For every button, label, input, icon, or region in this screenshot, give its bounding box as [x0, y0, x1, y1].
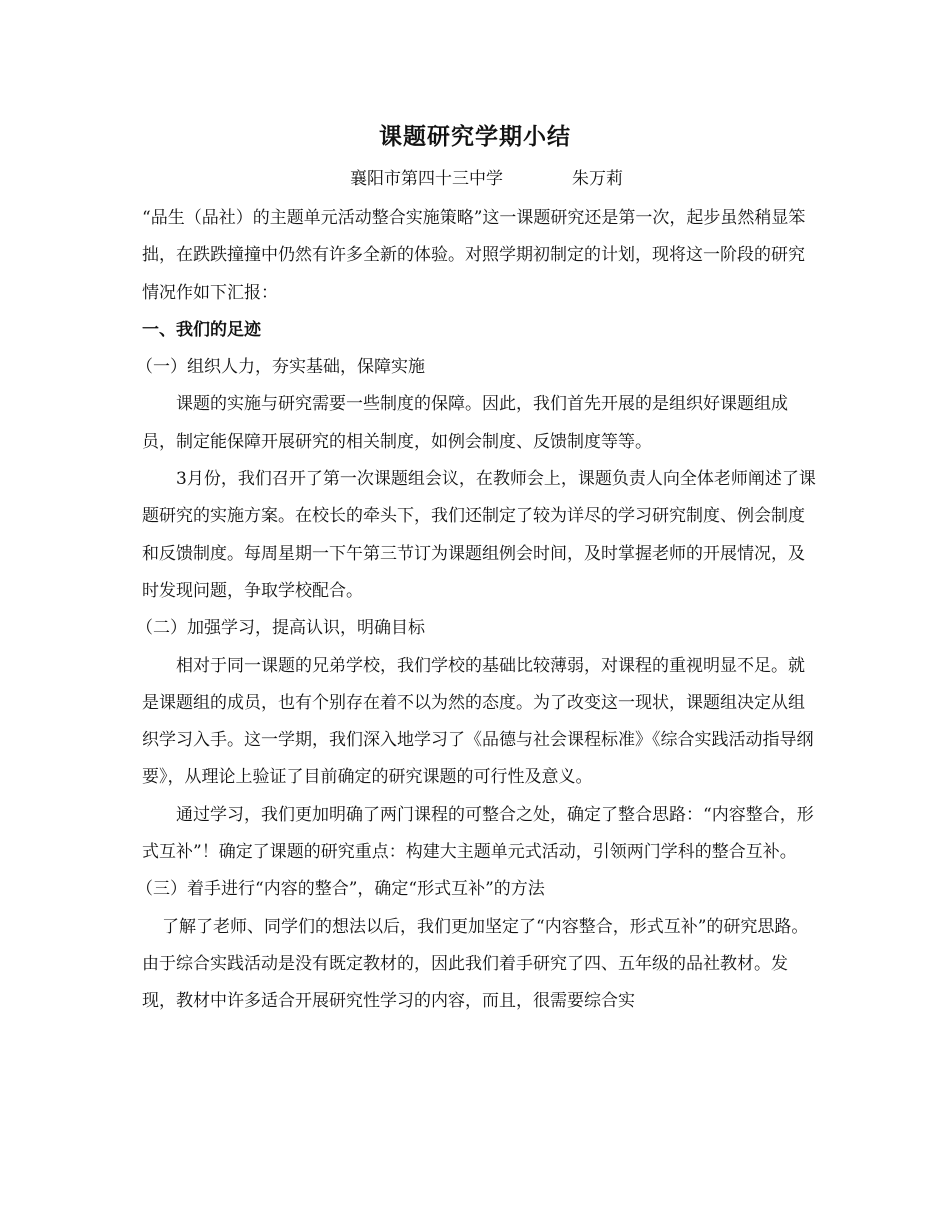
- paragraph-1-2: 3月份，我们召开了第一次课题组会议，在教师会上，课题负责人向全体老师阐述了课题研究的实施方案。在校长的牵头下，我们还制定了较为详尽的学习研究制度、例会制度和反馈制度。每周星期一下午第三节订为课题组例会时间，及时掌握老师的开展情况，及时发现问题，争取学校配合。: [142, 469, 816, 601]
- intro-paragraph: “品生（品社）的主题单元活动整合实施策略”这一课题研究还是第一次，起步虽然稍显笨拙，在跌跌撞撞中仍然有许多全新的体验。对照学期初制定的计划，现将这一阶段的研究情况作如下汇报：: [142, 208, 806, 303]
- school-name: 襄阳市第四十三中学: [350, 169, 503, 189]
- subsection-heading-1: （一）组织人力，夯实基础，保障实施: [136, 357, 425, 378]
- document-body: [136, 200, 818, 1021]
- byline: [0, 164, 950, 188]
- subsection-heading-3: （三）着手进行“内容的整合”，确定“形式互补”的方法: [136, 879, 545, 900]
- paragraph-2-2: 通过学习，我们更加明确了两门课程的可整合之处，确定了整合思路：“内容整合，形式互补”！确定了课题的研究重点：构建大主题单元式活动，引领两门学科的整合互补。: [142, 804, 814, 863]
- section-heading-footprints: 一、我们的足迹: [142, 319, 261, 340]
- subsection-heading-2: （二）加强学习，提高认识，明确目标: [136, 618, 425, 639]
- author-name: 朱万莉: [572, 169, 623, 189]
- paragraph-2-1: 相对于同一课题的兄弟学校，我们学校的基础比较薄弱，对课程的重视明显不足。就是课题组的成员，也有个别存在着不以为然的态度。为了改变这一现状，课题组决定从组织学习入手。这一学期，我们深入地学习了《品德与社会课程标准》《综合实践活动指导纲要》，从理论上验证了目前确定的研究课题的可行性及意义。: [142, 655, 814, 788]
- paragraph-1-1: 课题的实施与研究需要一些制度的保障。因此，我们首先开展的是组织好课题组成员，制定能保障开展研究的相关制度，如例会制度、反馈制度等等。: [142, 394, 788, 452]
- document-title: 课题研究学期小结: [379, 124, 571, 150]
- paragraph-3-1: 了解了老师、同学们的想法以后，我们更加坚定了“内容整合，形式互补”的研究思路。由于综合实践活动是没有既定教材的，因此我们着手研究了四、五年级的品社教材。发现，教材中许多适合开展研究性学习的内容，而且，很需要综合实: [142, 916, 809, 1012]
